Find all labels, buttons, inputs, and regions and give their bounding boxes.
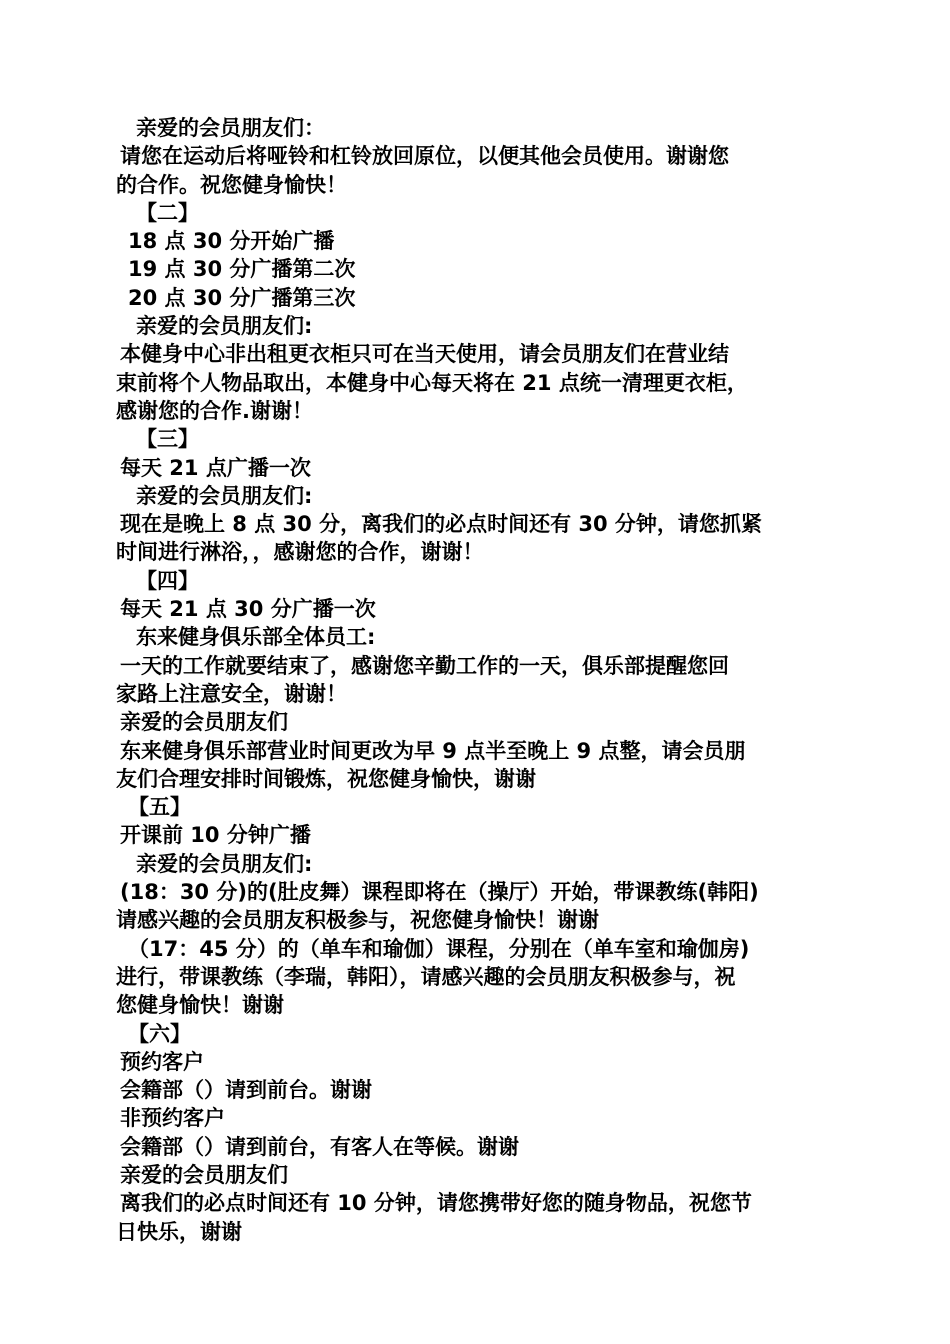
paragraph-line: 请感兴趣的会员朋友积极参与，祝您健身愉快！谢谢 [116,908,599,933]
document-body [116,114,836,1246]
paragraph-line: 离我们的必点时间还有 10 分钟，请您携带好您的随身物品，祝您节 [120,1191,752,1216]
paragraph-line: 会籍部（）请到前台，有客人在等候。谢谢 [120,1134,519,1159]
paragraph-line: 时间进行淋浴，，感谢您的合作，谢谢！ [116,540,484,565]
paragraph-line: 预约客户 [120,1049,204,1074]
paragraph-line: 您健身愉快！谢谢 [116,993,284,1018]
paragraph-line: 非预约客户 [120,1106,225,1131]
salutation: 亲爱的会员朋友们 [120,1162,288,1187]
paragraph-line: 家路上注意安全，谢谢！ [116,681,347,706]
paragraph-line: 请您在运动后将哑铃和杠铃放回原位，以便其他会员使用。谢谢您 [120,144,729,169]
salutation: 亲爱的会员朋友们： [136,116,325,140]
schedule-line: 每天 21 点广播一次 [120,455,311,480]
schedule-line: 每天 21 点 30 分广播一次 [120,597,376,622]
salutation: 亲爱的会员朋友们 [120,710,288,735]
paragraph-line: 的合作。祝您健身愉快！ [116,172,347,197]
paragraph-line: 日快乐，谢谢 [116,1219,242,1244]
paragraph-line: 东来健身俱乐部营业时间更改为早 9 点半至晚上 9 点整，请会员朋 [120,738,746,763]
salutation: 亲爱的会员朋友们: [136,483,313,508]
paragraph-line: (18：30 分)的(肚皮舞）课程即将在（操厅）开始，带课教练(韩阳) [120,880,759,905]
section-heading: 【二】 [136,200,199,225]
section-heading: 【三】 [136,427,199,452]
paragraph-line: 友们合理安排时间锻炼，祝您健身愉快，谢谢 [116,766,536,791]
schedule-line: 开课前 10 分钟广播 [120,823,311,848]
paragraph-line: 感谢您的合作.谢谢！ [116,398,313,423]
section-heading: 【五】 [128,795,191,820]
paragraph-line: 一天的工作就要结束了，感谢您辛勤工作的一天，俱乐部提醒您回 [120,653,729,678]
salutation: 亲爱的会员朋友们: [136,851,313,876]
paragraph-line: 进行，带课教练（李瑞，韩阳），请感兴趣的会员朋友积极参与，祝 [116,964,736,989]
schedule-line: 19 点 30 分广播第二次 [128,257,356,282]
paragraph-line: 现在是晚上 8 点 30 分，离我们的必点时间还有 30 分钟，请您抓紧 [120,512,762,537]
salutation: 亲爱的会员朋友们: [136,314,313,339]
paragraph-line: 会籍部（）请到前台。谢谢 [120,1078,372,1103]
schedule-line: 20 点 30 分广播第三次 [128,285,356,310]
salutation: 东来健身俱乐部全体员工: [136,625,376,650]
paragraph-line: 束前将个人物品取出，本健身中心每天将在 21 点统一清理更衣柜， [116,370,748,395]
section-heading: 【四】 [136,568,199,593]
paragraph-line: （17：45 分）的（单车和瑜伽）课程，分别在（单车室和瑜伽房) [128,936,750,961]
section-heading: 【六】 [128,1021,191,1046]
schedule-line: 18 点 30 分开始广播 [128,229,335,254]
paragraph-line: 本健身中心非出租更衣柜只可在当天使用，请会员朋友们在营业结 [120,342,729,367]
